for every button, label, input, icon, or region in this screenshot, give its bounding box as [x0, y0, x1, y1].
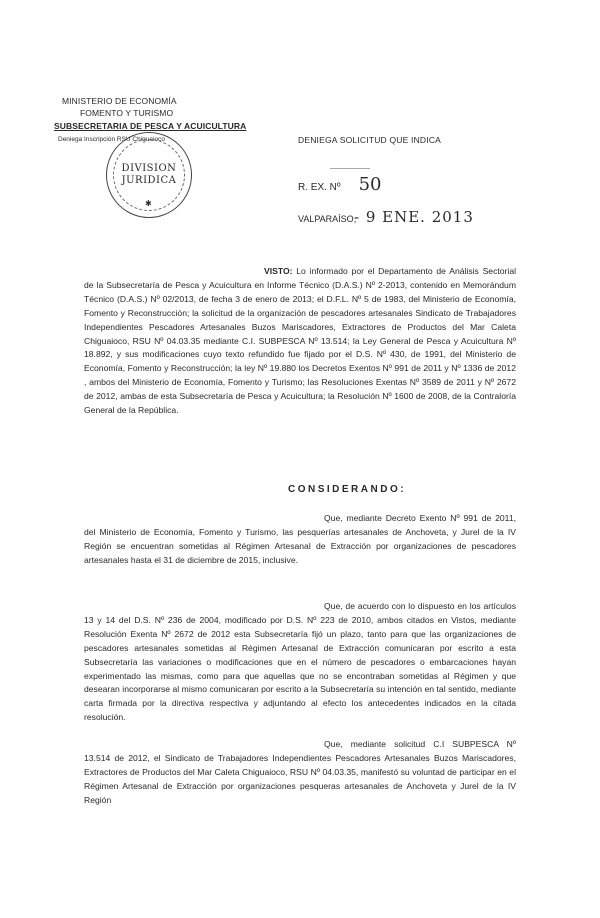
divider [330, 168, 370, 169]
resolution-number-line [298, 174, 381, 195]
stamp-text-line2: JURIDICA [121, 175, 177, 186]
visto-text: Lo informado por el Departamento de Análisis Sectorial de la Subsecretaría de Pesca y Acuicultura en Informe Técnico (D.A.S.) Nº 2-2013, contenido en Memorándum Técnico (D.A.S.) Nº 02/2013, de fecha 3 de enero de 2013; el D.F.L. Nº 5 de 1983, del Ministerio de Economía, Fomento y Reconstrucción; la solicitud de la organización de pescadores artesanales Sindicato de Trabajadores Independientes Pescadores Artesanales Buzos Mariscadores, Extractores de Productos del Mar Caleta Chiguaioco, RSU Nº 04.03.35 mediante C.I. SUBPESCA Nº 13.514; la Ley General de Pesca y Acuicultura Nº 18.892, y sus modificaciones cuyo texto refundido fue fijado por el D.S. Nº 430, de 1991, del Ministerio de Economía, Fomento y Reconstrucción; la ley Nº 19.880 los Decretos Exentos Nº 991 de 2011 y Nº 1336 de 2012 , ambos del Ministerio de Economía, Fomento y Turismo; las Resoluciones Exentas Nº 3589 de 2011 y Nº 2672 de 2012, ambas de esta Subsecretaría de Pesca y Acuicultura; la Resolución Nº 1600 de 2008, de la Contraloría General de la República. [84, 266, 517, 416]
resolution-label: R. EX. Nº [298, 182, 341, 193]
place-label: VALPARAÍSO, [298, 214, 357, 224]
ministry-subtitle: FOMENTO Y TURISMO [80, 108, 174, 118]
ministry-name: MINISTERIO DE ECONOMÍA [62, 96, 177, 106]
considerando-heading: CONSIDERANDO: [288, 484, 407, 495]
document-title: DENIEGA SOLICITUD QUE INDICA [298, 135, 442, 145]
considerando-paragraph-1: Que, mediante Decreto Exento Nº 991 de 2011, del Ministerio de Economía, Fomento y Turismo, las pesquerías artesanales de Anchoveta, y Jurel de la IV Región se encuentran sometidas al Régimen Artesanal de Extracción por organizaciones de pescadores artesanales hasta el 31 de diciembre de 2015, inclusive. [84, 513, 516, 565]
stamp-star-icon: ✱ [145, 199, 152, 208]
stamp-text-line1: DIVISION [121, 163, 177, 174]
visto-label: VISTO: [264, 266, 293, 276]
reference-line: Deniega Inscripción RSU Chiguaioco [58, 136, 165, 143]
considerando-paragraph-2: Que, de acuerdo con lo dispuesto en los artículos 13 y 14 del D.S. Nº 236 de 2004, modificado por D.S. Nº 223 de 2010, ambos citados en Vistos, mediante Resolución Exenta Nº 2672 de 2012 esta Subsecretaría fijó un plazo, tanto para que las organizaciones de pescadores artesanales sometidas al Régimen Artesanal de Extracción comunicaran por escrito a esta Subsecretaría las variaciones o modificaciones que en el número de pescadores o embarcaciones hayan experimentado las mismas, como para que aquellas que no se encontraban sometidas al Régimen y que desearan incorporarse al mismo comunicaran por escrito a la Subsecretaría su intención en tal sentido, mediante carta firmada por la directiva respectiva y adjuntando al efecto los antecedentes indicados en la citada resolución. [84, 601, 516, 723]
subsecretaria-name: SUBSECRETARIA DE PESCA Y ACUICULTURA [54, 121, 247, 131]
visto-paragraph [84, 265, 516, 418]
considerando-paragraph-3: Que, mediante solicitud C.I SUBPESCA Nº 13.514 de 2012, el Sindicato de Trabajadores Independientes Pescadores Artesanales Buzos Mariscadores, Extractores de Productos del Mar Caleta Chiguaioco, RSU Nº 04.03.35, manifestó su voluntad de participar en el Régimen Artesanal de Extracción por organizaciones pesqueras artesanales de Anchoveta y Jurel de la IV Región [84, 739, 516, 805]
resolution-number: 50 [358, 174, 382, 195]
division-juridica-stamp [106, 132, 192, 218]
resolution-date: - 9 ENE. 2013 [354, 208, 474, 226]
